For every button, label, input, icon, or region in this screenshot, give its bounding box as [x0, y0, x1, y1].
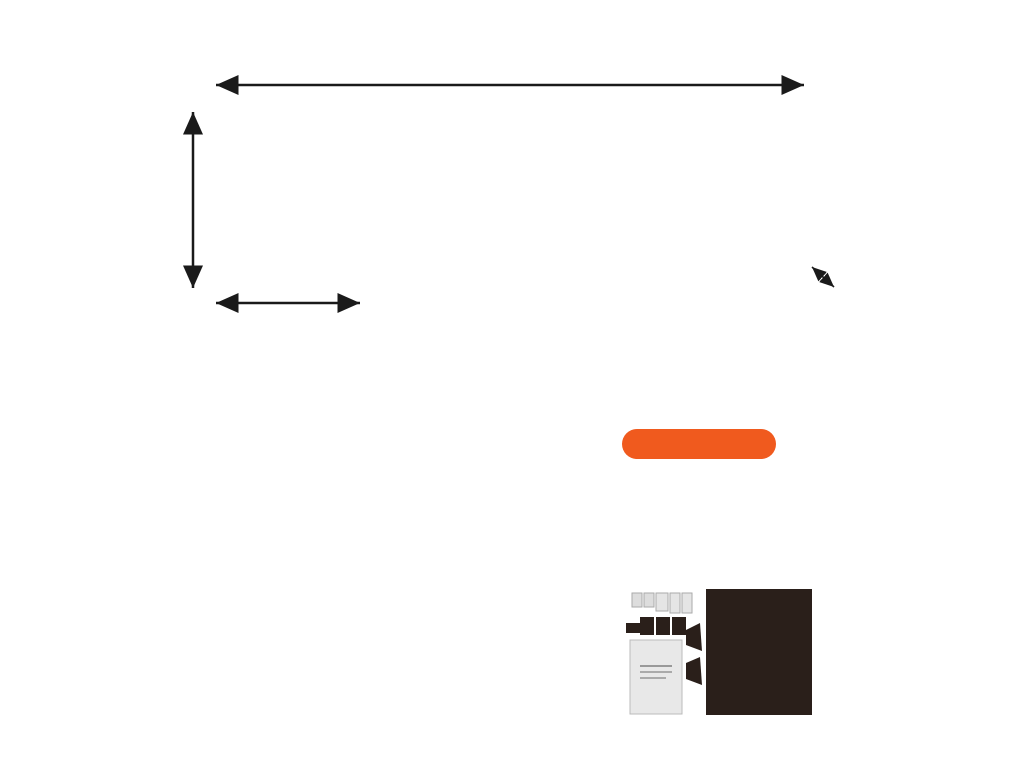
instruction-manual-icon	[630, 640, 682, 714]
screws-icon	[632, 593, 692, 613]
gate-panel-icon	[706, 589, 812, 715]
depth-arrow	[812, 267, 834, 287]
accessories-photo	[620, 585, 820, 720]
quick-release-hinges-icon	[686, 623, 702, 685]
support-feet-icon	[626, 617, 686, 635]
gate-diagram	[0, 0, 1024, 360]
accessories-badge	[622, 429, 776, 459]
